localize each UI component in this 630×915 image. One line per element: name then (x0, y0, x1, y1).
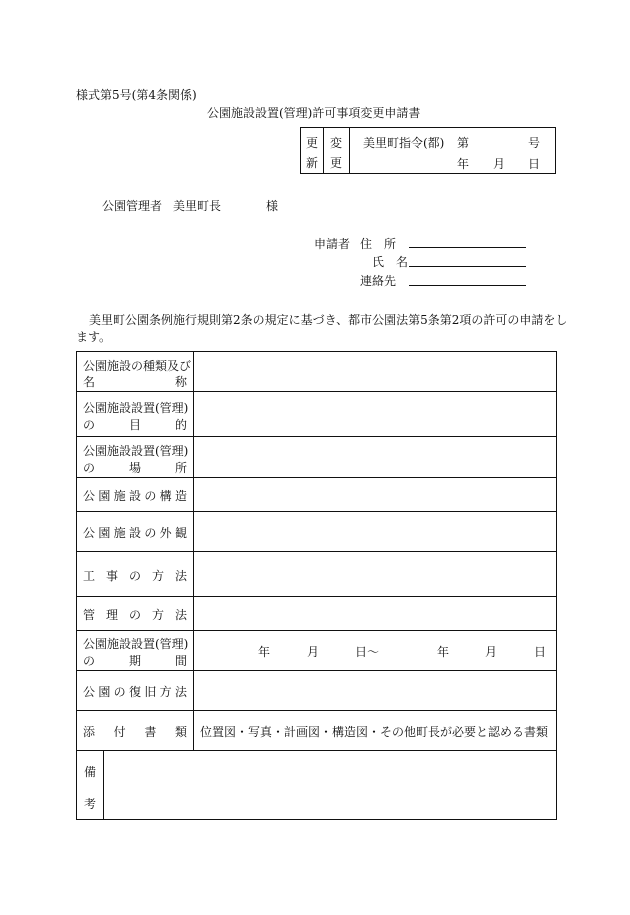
permit-day: 日 (528, 157, 541, 171)
label-char: 場 (128, 461, 141, 475)
label-char: 添 (83, 725, 96, 739)
row-appearance (77, 512, 556, 552)
restoration-method-value[interactable] (194, 671, 556, 710)
facility-type-name-label-line1: 公園施設の種類及び (83, 359, 192, 373)
facility-type-name-label-line2 (83, 373, 187, 390)
change-permit-box (300, 127, 556, 174)
form-number: 様式第5号(第4条関係) (76, 88, 197, 102)
applicant-label: 申請者 (314, 237, 351, 251)
label-char: 公 (83, 526, 96, 540)
label-char: の (83, 461, 96, 475)
label-char: 旧 (144, 685, 157, 699)
label-char: 方 (151, 569, 164, 583)
period-end-year: 年 (437, 645, 450, 659)
management-method-label (77, 597, 194, 630)
facility-type-name-value[interactable] (194, 352, 556, 391)
permit-year: 年 (457, 157, 470, 171)
label-char: 園 (98, 685, 111, 699)
label-char: 施 (113, 489, 126, 503)
label-char: 所 (174, 461, 187, 475)
appearance-label (77, 512, 194, 551)
row-remarks (77, 751, 556, 819)
period-start-day: 日〜 (355, 645, 380, 659)
structure-label-text (83, 487, 187, 504)
label-char: 法 (174, 685, 187, 699)
facility-type-name-label (77, 352, 194, 391)
label-char: 付 (113, 725, 126, 739)
row-facility-type-name (77, 352, 556, 392)
period-end-day: 日 (534, 645, 547, 659)
management-method-label-text (83, 606, 187, 623)
contact-field[interactable] (409, 285, 526, 286)
construction-method-label (77, 552, 194, 596)
period-value[interactable] (194, 631, 556, 670)
name-label: 氏 名 (372, 255, 409, 269)
label-char: 間 (174, 654, 187, 668)
label-char: 公 (83, 685, 96, 699)
restoration-method-label-text (83, 683, 187, 700)
label-char: 工 (83, 569, 96, 583)
label-char: 方 (159, 685, 172, 699)
name-field[interactable] (409, 266, 526, 267)
location-value[interactable] (194, 437, 556, 477)
attachments-label-text (83, 723, 187, 740)
application-statement-line1: 美里町公園条例施行規則第2条の規定に基づき、都市公園法第5条第2項の許可の申請をし (89, 313, 568, 327)
purpose-label (77, 392, 194, 436)
label-char: 復 (128, 685, 141, 699)
label-char: 理 (105, 608, 118, 622)
label-char: 法 (174, 569, 187, 583)
update-char-1: 更 (305, 136, 318, 150)
row-management-method (77, 597, 556, 631)
label-char: 設 (128, 489, 141, 503)
location-label (77, 437, 194, 477)
period-label-line2 (83, 652, 187, 669)
remarks-char-1: 備 (84, 765, 97, 779)
period-start-month: 月 (307, 645, 320, 659)
label-char: 管 (83, 608, 96, 622)
label-char: 構 (159, 489, 172, 503)
label-char: 法 (174, 608, 187, 622)
label-char: 期 (128, 654, 141, 668)
label-char: 園 (98, 489, 111, 503)
permit-month: 月 (493, 157, 506, 171)
label-char: の (83, 418, 96, 432)
label-char: 称 (174, 375, 187, 389)
remarks-value[interactable] (104, 751, 556, 819)
document-title: 公園施設設置(管理)許可事項変更申請書 (207, 106, 421, 120)
label-char: 的 (174, 418, 187, 432)
update-column (301, 128, 324, 173)
appearance-label-text (83, 524, 187, 541)
label-char: 観 (174, 526, 187, 540)
period-start-year: 年 (258, 645, 271, 659)
change-column (323, 128, 350, 173)
attachments-label (77, 711, 194, 750)
contact-label: 連絡先 (360, 274, 397, 288)
label-char: の (144, 489, 157, 503)
period-label-line1: 公園施設設置(管理) (83, 637, 189, 651)
construction-method-label-text (83, 567, 187, 584)
appearance-value[interactable] (194, 512, 556, 551)
period-label (77, 631, 194, 670)
location-label-line1: 公園施設設置(管理) (83, 444, 189, 458)
label-char: の (113, 685, 126, 699)
attachments-value (194, 711, 556, 750)
period-end-month: 月 (485, 645, 498, 659)
row-period (77, 631, 556, 671)
label-char: の (83, 654, 96, 668)
label-char: 設 (128, 526, 141, 540)
address-field[interactable] (409, 247, 526, 248)
structure-label (77, 478, 194, 511)
label-char: 目 (128, 418, 141, 432)
permit-designation: 美里町指令(都) (363, 136, 445, 150)
label-char: 造 (174, 489, 187, 503)
update-char-2: 新 (305, 156, 318, 170)
row-attachments (77, 711, 556, 751)
row-purpose (77, 392, 556, 437)
construction-method-value[interactable] (194, 552, 556, 596)
label-char: の (128, 569, 141, 583)
address-label: 住 所 (360, 237, 397, 251)
restoration-method-label (77, 671, 194, 710)
permit-dai: 第 (457, 136, 470, 150)
purpose-label-line1: 公園施設設置(管理) (83, 401, 189, 415)
management-method-value[interactable] (194, 597, 556, 630)
label-char: 園 (98, 526, 111, 540)
application-table (76, 351, 557, 820)
addressee-name: 美里町長 (173, 199, 222, 213)
purpose-value[interactable] (194, 392, 556, 436)
structure-value[interactable] (194, 478, 556, 511)
change-char-1: 変 (329, 136, 342, 150)
addressee-role: 公園管理者 (102, 199, 163, 213)
label-char: 公 (83, 489, 96, 503)
row-restoration-method (77, 671, 556, 711)
addressee-honorific: 様 (266, 199, 279, 213)
purpose-label-line2 (83, 416, 187, 433)
label-char: 方 (151, 608, 164, 622)
label-char: の (144, 526, 157, 540)
attachments-list: 位置図・写真・計画図・構造図・その他町長が必要と認める書類 (200, 725, 549, 739)
remarks-char-2: 考 (84, 797, 97, 811)
permit-go: 号 (528, 136, 541, 150)
label-char: の (128, 608, 141, 622)
application-statement-line2: ます。 (76, 330, 112, 344)
row-structure (77, 478, 556, 512)
label-char: 施 (113, 526, 126, 540)
row-location (77, 437, 556, 478)
label-char: 名 (83, 375, 96, 389)
label-char: 書 (144, 725, 157, 739)
remarks-label (77, 751, 104, 819)
change-char-2: 更 (329, 156, 342, 170)
location-label-line2 (83, 459, 187, 476)
label-char: 外 (159, 526, 172, 540)
row-construction-method (77, 552, 556, 597)
label-char: 事 (105, 569, 118, 583)
label-char: 類 (174, 725, 187, 739)
